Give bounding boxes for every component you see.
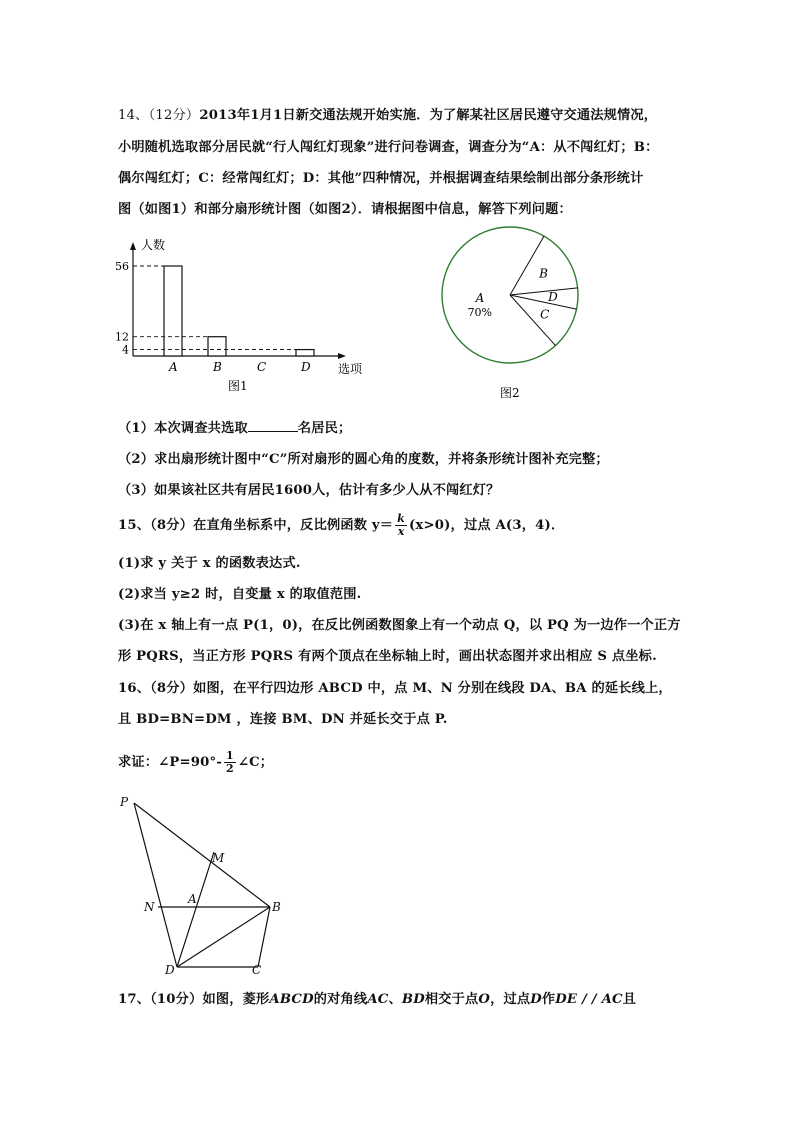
pie-title: 图2: [500, 386, 520, 400]
segment-DB: [177, 907, 270, 967]
q17-text-f: 且: [622, 992, 637, 1007]
q16-frac-den: 2: [226, 762, 234, 775]
pie-label-A: A: [475, 291, 485, 306]
q15-line5: 形 PQRS，当正方形 PQRS 有两个顶点在坐标轴上时，画出状态图并求出相应 S 点坐标.: [118, 649, 657, 664]
category-label-D: D: [301, 360, 311, 374]
category-label-C: C: [257, 360, 267, 374]
q17-text-e: 作: [541, 992, 556, 1007]
q15-line2: (1)求 y 关于 x 的函数表达式.: [118, 556, 301, 571]
category-label-B: B: [213, 360, 222, 374]
q14-sub2: （2）求出扇形统计图中“C”所对扇形的圆心角的度数，并将条形统计图补充完整；: [118, 452, 609, 467]
label-C: C: [252, 963, 262, 977]
q14-text-line1: 2013年1月1日新交通法规开始实施．为了解某社区居民遵守交通法规情况，: [199, 108, 658, 123]
pie-chart: [430, 225, 590, 405]
q17-d: D: [530, 992, 542, 1007]
q14-sub1-text-end: 名居民；: [297, 421, 352, 436]
q17-de-ac: DE / / AC: [555, 992, 623, 1007]
q15-frac-num: k: [397, 512, 405, 525]
q17-o: O: [478, 992, 491, 1007]
q14-line2: 小明随机选取部分居民就“行人闯红灯现象”进行问卷调查，调查分为“A：从不闯红灯；B：: [118, 140, 659, 155]
q15-text-b: (x>0)，过点 A(3，4)．: [408, 518, 565, 533]
q15-text-a: 15、（8分）在直角坐标系中，反比例函数 y＝: [118, 518, 394, 533]
bar-chart: [110, 232, 380, 407]
label-D: D: [165, 963, 175, 977]
y-tick-12: 12: [115, 330, 129, 344]
segment-CB: [258, 907, 270, 967]
q17-line1: [118, 988, 636, 1007]
label-A: A: [188, 892, 197, 906]
q16-frac-num: 1: [226, 749, 234, 762]
q14-number: 14、（12分）: [118, 108, 200, 123]
q16-fraction: [224, 750, 236, 775]
q14-sub1-text: （1）本次调查共选取: [118, 421, 248, 436]
bar-D: [296, 350, 314, 356]
bar-A: [164, 266, 182, 356]
q17-text-d: ，过点: [490, 992, 531, 1007]
q16-proof: [118, 750, 273, 775]
y-axis-label: 人数: [141, 238, 166, 252]
q14-line1: [118, 104, 657, 123]
segment-PD: [134, 803, 177, 967]
q17-ac: AC: [367, 992, 389, 1007]
y-tick-4: 4: [122, 343, 129, 357]
q15-frac-den: x: [397, 525, 405, 538]
q16-line1: 16、（8分）如图，在平行四边形 ABCD 中，点 M、N 分别在线段 DA、BA 的延长线上，: [118, 681, 672, 696]
x-axis-label: 选项: [338, 362, 363, 376]
q17-sep: 、: [388, 992, 402, 1007]
q17-text-b: 的对角线: [313, 992, 368, 1007]
y-tick-56: 56: [115, 260, 129, 273]
segment-DM: [177, 852, 214, 967]
y-axis-arrow: [130, 242, 136, 250]
q16-proof-text-a: 求证：∠P=90°-: [118, 755, 222, 770]
pie-label-D: D: [548, 290, 558, 305]
q14-sub3: （3）如果该社区共有居民1600人，估计有多少人从不闯红灯？: [118, 483, 500, 498]
answer-blank: [248, 419, 298, 432]
pie-label-B: B: [539, 266, 548, 281]
q15-line4: (3)在 x 轴上有一点 P(1，0)，在反比例函数图象上有一个动点 Q，以 PQ 为一边作一个正方: [118, 618, 681, 633]
q17-text-c: 相交于点: [424, 992, 479, 1007]
q15-fraction: [395, 513, 407, 538]
bar-B: [208, 337, 226, 356]
pie-percent-A: 70%: [467, 306, 493, 320]
q15-line3: (2)求当 y≥2 时，自变量 x 的取值范围.: [118, 587, 362, 602]
label-M: M: [212, 851, 225, 865]
label-B: B: [272, 900, 281, 914]
label-P: P: [120, 795, 129, 809]
q14-line3: 偶尔闯红灯；C：经常闯红灯；D：其他”四种情况，并根据调查结果绘制出部分条形统计: [118, 171, 644, 186]
chart-title: 图1: [228, 379, 248, 393]
q16-line2: 且 BD=BN=DM ，连接 BM、DN 并延长交于点 P.: [118, 712, 448, 727]
geometry-figure: [110, 790, 310, 985]
q16-proof-text-b: ∠C；: [237, 755, 274, 770]
x-axis-arrow: [338, 353, 346, 359]
segment-PB: [134, 803, 270, 907]
label-N: N: [144, 900, 155, 914]
q14-sub1: [118, 417, 351, 436]
q17-abcd: ABCD: [269, 992, 314, 1007]
q17-bd: BD: [401, 992, 425, 1007]
q15-line1: [118, 513, 564, 538]
category-label-A: A: [169, 360, 178, 374]
q17-text-a: 17、（10分）如图，菱形: [118, 992, 270, 1007]
pie-label-C: C: [540, 307, 550, 322]
q14-line4: 图（如图1）和部分扇形统计图（如图2）．请根据图中信息，解答下列问题：: [118, 202, 572, 217]
